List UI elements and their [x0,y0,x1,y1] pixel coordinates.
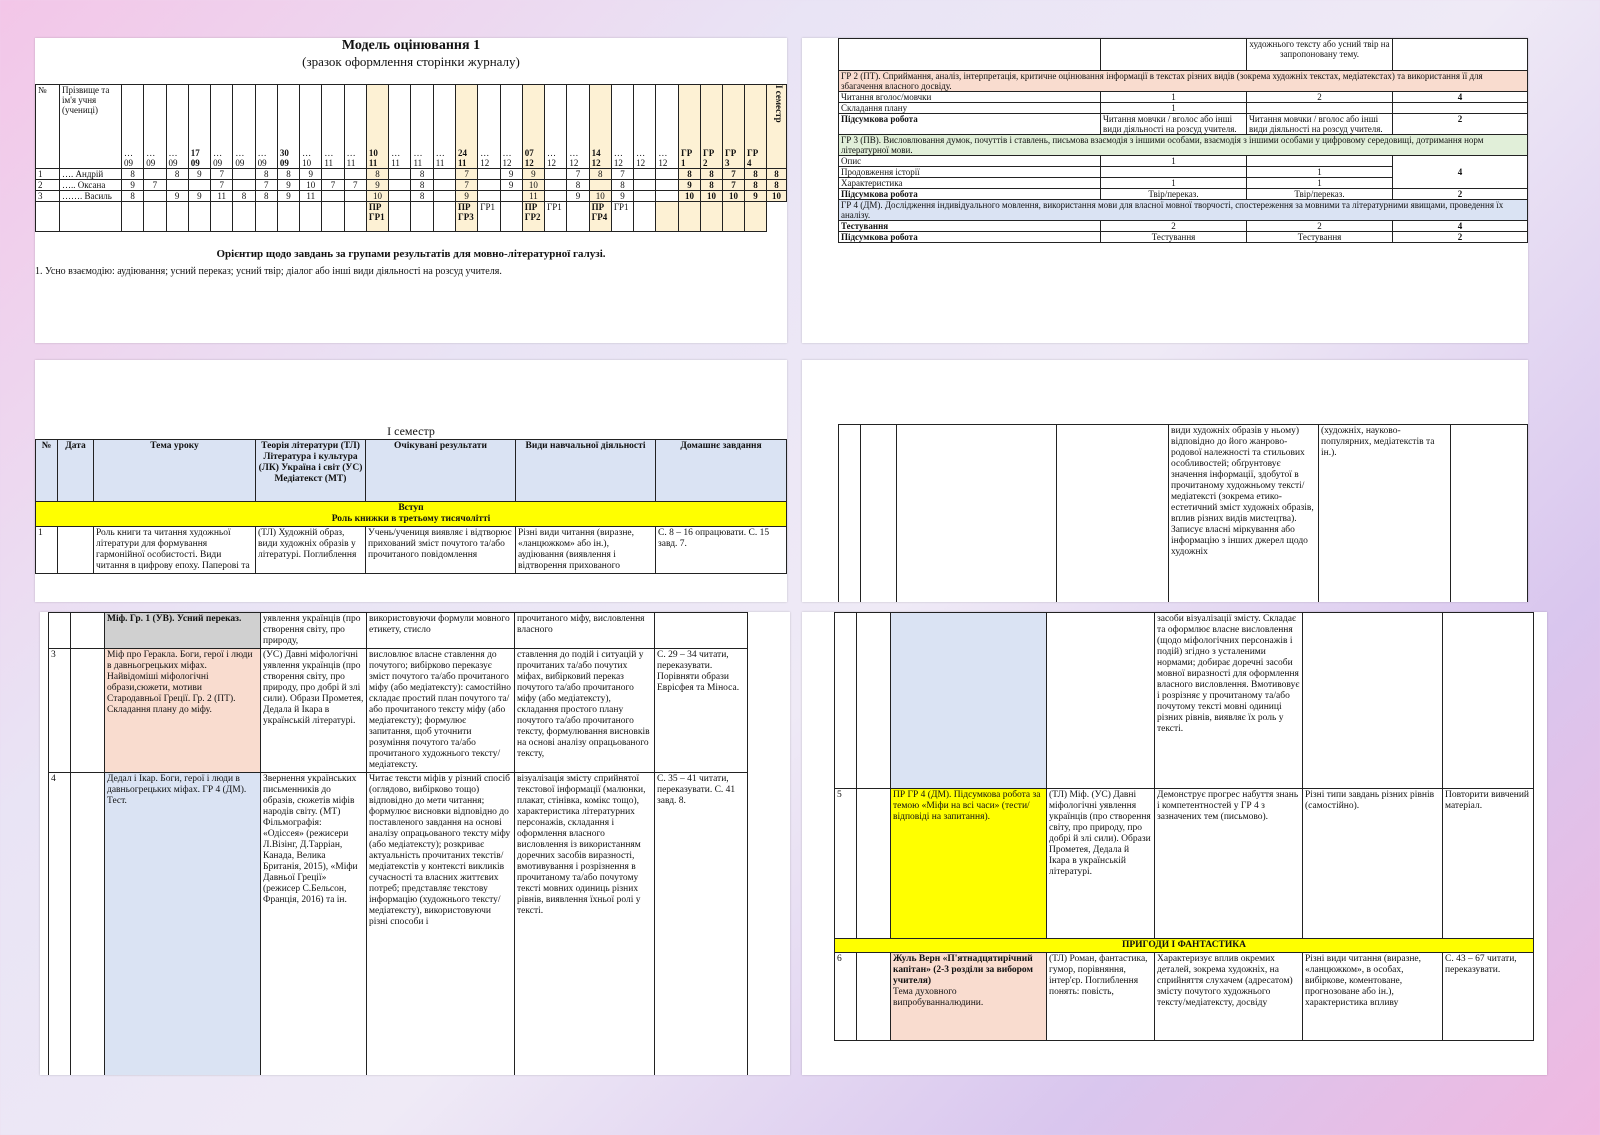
row-cell: 3 [49,649,71,773]
date-cell: …09 [255,85,277,169]
journal-cell [634,169,656,180]
row-cell [71,649,105,773]
row-cell: Міф про Геракла. Боги, герої і люди в давньогрецьких міфах. Найвідоміші міфологічні образи,сюжети, мотиви Стародавньої Греції. Гр. 2 (ПТ). Складання плану до міфу. [105,649,261,773]
row-cell: Твір/переказ. [1247,189,1393,200]
journal-cell: 7 [144,180,166,191]
date-cell: …12 [634,85,656,169]
journal-cell: 8 [411,169,433,180]
journal-cell: 9 [277,180,299,191]
panel-result-groups [802,38,1528,343]
row-cell: 2 [1393,232,1528,243]
journal-cell: 8 [233,191,255,202]
journal-cell: 8 [277,169,299,180]
journal-cell: 9 [679,180,701,191]
row-cell: Тема духовного випробуванналюдини. [893,987,984,1008]
journal-cell: 10 [589,191,611,202]
date-cell: …12 [656,85,679,169]
row-cell [49,613,71,649]
journal-cell: 9 [188,191,210,202]
row-cell: ПР ГР 4 (ДМ). Підсумкова робота за темою «Міфи на всі часи» (тести/відповіді на запитання). [891,789,1047,939]
row-cell: 1 [36,527,58,574]
journal-cell: 8 [567,180,589,191]
date-cell: 14 12 [589,85,611,169]
journal-cell [433,180,455,191]
head-cell: Очікувані результати [366,440,516,502]
row-cell: 2 [1101,221,1247,232]
panel-calendar-plan [35,360,787,602]
journal-cell [433,191,455,202]
band-adventure: ПРИГОДИ І ФАНТАСТИКА [835,939,1534,953]
journal-cell: 10 [679,191,701,202]
calendar-table [35,439,787,574]
row-cell: Читання мовчки / вголос або інші види діяльності на розсуд учителя. [1101,114,1247,135]
journal-cell: 11 [211,191,233,202]
row-cell: Учень/учениця виявляє і відтворює прихований зміст почутого та/або прочитаного повідомлення [366,527,516,574]
journal-cell: 9 [366,180,388,191]
journal-cell [389,169,411,180]
journal-cell: 9 [500,169,522,180]
date-cell: 07 12 [522,85,544,169]
date-cell: …11 [411,85,433,169]
row-cell [655,613,748,649]
date-cell: …09 [166,85,188,169]
date-cell: …11 [433,85,455,169]
row-cell: 1 [1247,178,1393,189]
row-cell: Звернення українських письменників до образів, сюжетів міфів народів світу. (МТ) Фільмографія: «Одіссея» (режисери Л.Візінг, Д.Тарріан, Канада, Велика Британія, 2015), «Міфи Давньої Греції» (режисер С.Бельсон, Франція, 2016) та ін. [261,773,367,1076]
row-cell: С. 8 – 16 опрацювати. С. 15 завд. 7. [656,527,787,574]
row-cell: Читає тексти міфів у різний спосіб (оглядово, вибірково тощо) відповідно до мети читання; формулює висновки відповідно до поставленого завдання на основі аналізу опрацьованого тексту міфу (або медіатексту); розкриває актуальність прочитаних текстів/ медіатекстів у контексті викликів сучасності та власних життєвих потреб; представляє текстову інформацію (художнього тексту/медіатексту), використовуючи різні способи і [367,773,515,1076]
row-cell: (ТЛ) Роман, фантастика, гумор, порівняння, інтер'єр. Поглиблення понять: повість, [1047,953,1155,1041]
journal-cell [188,180,210,191]
date-cell: …10 [300,85,322,169]
bottom-label: ГР1 [478,202,500,232]
row-cell: Повторити вивчений матеріал. [1443,789,1534,939]
row-label: Підсумкова робота [839,114,1101,135]
student-row [36,180,787,191]
band-intro: Вступ [398,503,424,513]
orientation-title: Орієнтир щодо завдань за групами результатів для мовно-літературної галузі. [216,248,606,260]
semester-head: І семестр [767,85,787,169]
band-sub: Роль книжки в третьому тисячолітті [331,514,491,524]
journal-cell [344,169,366,180]
date-cell: …12 [545,85,567,169]
panel-lessons-5-6 [802,612,1547,1075]
journal-cell [634,191,656,202]
gr4-band: ГР 4 (ДМ). Дослідження індивідуального мовлення, використання мови для власної мовної творчості, спостереження за мовними та літературними явищами, проведення їх аналізу. [839,200,1528,221]
row-cell: Жуль Верн «П'ятнадцятирічний капітан» (2-3 розділи за вибором учителя) [893,954,1033,986]
row-cell: Роль книги та читання художньої літератури для формування гармонійної особистості. Види читання в цифрову епоху. Паперові та [94,527,256,574]
journal-cell: 10 [767,191,787,202]
date-cell: 30 09 [277,85,299,169]
bottom-label: ПР ГР2 [522,202,544,232]
journal-cell: 8 [589,169,611,180]
lesson-6-topic [891,953,1047,1041]
row-cell: 5 [835,789,857,939]
journal-cell [233,169,255,180]
date-cell: …12 [500,85,522,169]
col-no: № [36,85,60,169]
top-cell: художнього тексту або усний твір на запропоновану тему. [1247,39,1393,71]
journal-cell: 7 [723,169,745,180]
date-cell: …11 [389,85,411,169]
journal-cell [545,180,567,191]
journal-cell: ….. Оксана [60,180,122,191]
journal-cell: 8 [255,169,277,180]
journal-cell: 11 [522,191,544,202]
journal-cell: 7 [211,169,233,180]
row-cell: прочитаного міфу, висловлення власного [515,613,655,649]
head-cell: Домашнє завдання [656,440,787,502]
row-label: Підсумкова робота [839,232,1101,243]
journal-cell: 7 [455,169,477,180]
journal-cell: 8 [122,191,144,202]
journal-cell: 9 [745,191,767,202]
journal-table [35,84,787,232]
journal-cell: 9 [122,180,144,191]
row-cell: використовуючи формули мовного етикету, стисло [367,613,515,649]
row-cell [857,789,891,939]
student-row [36,191,787,202]
journal-cell [656,169,679,180]
journal-cell: 2 [36,180,60,191]
date-cell: …09 [211,85,233,169]
date-cell: 24 11 [455,85,477,169]
gr3-band: ГР 3 (ПВ). Висловлювання думок, почуттів і ставлень, письмова взаємодія з іншими особами, взаємодія з іншими особами у цифровому середовищі, дотримання норм літературної мови. [839,135,1528,156]
journal-cell: 9 [300,169,322,180]
row-label: Підсумкова робота [839,189,1101,200]
journal-cell: 7 [211,180,233,191]
row-cell: Демонструє прогрес набуття знань і компетентностей у ГР 4 з зазначених тем (письмово). [1155,789,1303,939]
row-label: Складання плану [839,103,1101,114]
journal-cell: 7 [723,180,745,191]
journal-cell: 10 [366,191,388,202]
journal-cell: 8 [611,180,633,191]
row-cell: Різні види читання (виразне, «ланцюжком» або ін.), аудіювання (виявлення і відтворення прихованого [516,527,656,574]
journal-cell: 9 [611,191,633,202]
continuation-table [838,424,1528,602]
journal-cell: 10 [300,180,322,191]
journal-subtitle: (зразок оформлення сторінки журналу) [302,54,520,69]
journal-cell: 9 [166,191,188,202]
journal-cell: 8 [767,169,787,180]
date-cell: …11 [344,85,366,169]
journal-cell [322,169,344,180]
journal-cell [389,180,411,191]
bottom-label: ГР1 [611,202,633,232]
journal-cell: …. Андрій [60,169,122,180]
journal-cell: 7 [322,180,344,191]
date-cell: …09 [144,85,166,169]
journal-cell: 9 [188,169,210,180]
journal-cell: 8 [411,191,433,202]
journal-cell: 8 [701,169,723,180]
date-cell: 17 09 [188,85,210,169]
row-label: Продовження історії [839,167,1101,178]
panel-grade-journal [35,38,787,343]
journal-cell: 8 [255,191,277,202]
journal-cell: 8 [745,169,767,180]
journal-header-row [36,85,787,169]
row-cell: 2 [1247,92,1393,103]
journal-cell [344,191,366,202]
bottom-label: ПР ГР1 [366,202,388,232]
journal-cell: 9 [277,191,299,202]
journal-cell [545,191,567,202]
journal-cell: 3 [36,191,60,202]
journal-cell: 8 [122,169,144,180]
row-label: Опис [839,156,1101,167]
journal-cell: 9 [522,169,544,180]
row-cell: Тестування [1101,232,1247,243]
row-cell: візуалізація змісту сприйнятої текстової інформації (малюнки, плакат, стінівка, комікс тощо), характеристика літературних персонажів, складання і оформлення власного висловлення із використанням доречних засобів виразності, вмотивування і розрізнення в прочитаному та/або почутому тексті мовних одиниць різних рівнів, виявлення їхньої ролі у тексті. [515,773,655,1076]
bottom-label: ГР1 [545,202,567,232]
band-title [36,502,787,527]
gr-head: ГР 1 [679,85,701,169]
row-label: Тестування [839,221,1101,232]
journal-cell [656,191,679,202]
date-cell: …09 [233,85,255,169]
date-cell: …12 [611,85,633,169]
head-cell: Дата [58,440,94,502]
row-cell: (ТЛ) Міф. (УС) Давні міфологічні уявлення українців (про створення світу, про природу, про добрі й злі сили). Образи Прометея, Дедала й Ікара в українській літературі. [1047,789,1155,939]
journal-cell: 8 [166,169,188,180]
head-cell: Тема уроку [94,440,256,502]
bottom-label: ПР ГР4 [589,202,611,232]
head-cell: Види навчальної діяльності [516,440,656,502]
journal-cell [166,180,188,191]
row-cell: 2 [1393,189,1528,200]
journal-cell [433,169,455,180]
journal-cell: 7 [611,169,633,180]
result-groups-table [838,38,1528,243]
journal-cell: 7 [344,180,366,191]
head-cell: Теорія літератури (ТЛ) Література і культура (ЛК) Україна і світ (УС) Медіатекст (МТ) [256,440,366,502]
row-cell: висловлює власне ставлення до почутого; вибірково переказує зміст почутого та/або прочитаного міфу (або медіатексту): самостійно складає простий план почутого та/або прочитаного тексту міфу (або медіатексту); формулює запитання, щоб уточнити розуміння почутого та/або прочитаного художнього тексту/медіатексту. [367,649,515,773]
journal-cell [478,169,500,180]
row-cell: види художніх образів у ньому) відповідно до його жанрово-родової належності та стильових особливостей; обґрунтовує значення інформації, здобутої в прочитаному художньому тексті/медіатексті (зокрема етико-естетичний зміст художніх образів, вплив різних видів мистецтва). Записує власні міркування або інформацію з інших джерел щодо художніх [1169,425,1319,603]
row-cell: Читання мовчки / вголос або інші види діяльності на розсуд учителя. [1247,114,1393,135]
gr2-band: ГР 2 (ПТ). Сприймання, аналіз, інтерпретація, критичне оцінювання інформації в текстах різних видів (зокрема художніх текстах, медіатекстах) та використання її для збагачення власного досвіду. [839,71,1528,92]
row-cell: 4 [1393,92,1528,103]
journal-cell: 10 [723,191,745,202]
journal-cell [545,169,567,180]
journal-cell [478,180,500,191]
row-cell: Тестування [1247,232,1393,243]
journal-bottom-row [36,202,787,232]
row-cell: С. 29 – 34 читати, переказувати. Порівняти образи Еврісфея та Міноса. [655,649,748,773]
gr-head: ГР 2 [701,85,723,169]
journal-cell [656,180,679,191]
row-cell [71,773,105,1076]
row-cell: Різні види читання (виразне, «ланцюжком», в особах, вибіркове, коментоване, прогнозоване або ін.), характеристика впливу [1303,953,1443,1041]
row-label: Характеристика [839,178,1101,189]
journal-cell: 8 [679,169,701,180]
student-row [36,169,787,180]
journal-cell: 8 [366,169,388,180]
journal-cell: 10 [522,180,544,191]
student-rows [36,169,787,202]
row-cell: 2 [1393,114,1528,135]
date-cell: …09 [122,85,144,169]
col-name: Прізвище та ім'я учня (учениці) [60,85,122,169]
journal-cell [144,169,166,180]
bottom-label: ПР ГР3 [455,202,477,232]
journal-cell [144,191,166,202]
journal-cell: 8 [411,180,433,191]
journal-cell: 8 [701,180,723,191]
journal-cell: 8 [745,180,767,191]
journal-cell [589,180,611,191]
row-cell: Характеризує вплив окремих деталей, зокрема художніх, на сприйняття слухачем (адресатом) змісту почутого художнього тексту/медіатексту, досвіду [1155,953,1303,1041]
row-cell: 1 [1101,103,1247,114]
journal-title: Модель оцінювання 1 [341,38,481,53]
row-cell [71,613,105,649]
journal-cell: 7 [567,169,589,180]
gr-head: ГР 3 [723,85,745,169]
row-cell: 1 [1101,178,1247,189]
journal-cell: 11 [300,191,322,202]
panel-continuation [802,360,1528,602]
semester-title: І семестр [387,424,435,438]
journal-cell: 7 [455,180,477,191]
row-cell: С. 43 – 67 читати, переказувати. [1443,953,1534,1041]
journal-cell [233,180,255,191]
journal-cell [500,191,522,202]
journal-cell [389,191,411,202]
row-cell: 6 [835,953,857,1041]
row-cell: (УС) Давні міфологічні уявлення українців (про створення світу, про природу, про добрі й злі сили). Образи Прометея, Дедала й Ікара в українській літературі. [261,649,367,773]
lessons-table-b [834,612,1534,1041]
row-label: Читання вголос/мовчки [839,92,1101,103]
date-cell: …12 [567,85,589,169]
journal-cell: 7 [255,180,277,191]
journal-cell: ……. Василь [60,191,122,202]
journal-cell: 9 [500,180,522,191]
date-cell: …11 [322,85,344,169]
panel-lessons-3-4 [40,612,790,1075]
row-cell: 2 [1247,221,1393,232]
row-cell: ставлення до подій і ситуацій у прочитаних та/або почутих міфах, вибірковий переказ почутого та/або прочитаного міфу (або медіатексту), складання простого плану почутого та/або прочитаного тексту, формулювання висновків на основі аналізу опрацьованого тексту, [515,649,655,773]
journal-cell [322,191,344,202]
journal-cell: 10 [701,191,723,202]
row-cell: Міф. Гр. 1 (УВ). Усний переказ. [105,613,261,649]
gr-head: ГР 4 [745,85,767,169]
row-cell: засоби візуалізації змісту. Складає та оформлює власне висловлення (щодо міфологічних персонажів і подій) згідно з усталеними нормами; добирає доречні засоби мовної виразності для оформлення власного висловлення. Вмотивовує і розрізняє у прочитаному та/або почутому тексті мовні одиниці різних рівнів, виявляє їх роль у тексті. [1155,613,1303,789]
row-cell: (художніх, науково-популярних, медіатекстів та ін.). [1319,425,1451,603]
lessons-table-a [48,612,748,1075]
row-cell: 4 [49,773,71,1076]
journal-cell: 9 [455,191,477,202]
row-cell: 1 [1101,92,1247,103]
row-cell [58,527,94,574]
row-cell: (ТЛ) Художній образ, види художніх образів у літературі. Поглиблення [256,527,366,574]
row-cell [857,953,891,1041]
row-cell: 1 [1247,167,1393,178]
row-cell: 4 [1393,221,1528,232]
journal-cell [634,180,656,191]
row-cell: Твір/переказ. [1101,189,1247,200]
date-cell: …12 [478,85,500,169]
row-cell: 1 [1101,156,1247,167]
row-cell: уявлення українців (про створення світу, про природу, [261,613,367,649]
row-cell: Різні типи завдань різних рівнів (самостійно). [1303,789,1443,939]
journal-cell [478,191,500,202]
row-cell: 4 [1393,156,1528,189]
journal-cell: 9 [567,191,589,202]
journal-cell: 1 [36,169,60,180]
date-cell: 10 11 [366,85,388,169]
head-cell: № [36,440,58,502]
row-cell: С. 35 – 41 читати, переказувати. С. 41 завд. 8. [655,773,748,1076]
orientation-line: 1. Усно взаємодію: аудіювання; усний переказ; усний твір; діалог або інші види діяльності на розсуд учителя. [35,266,502,277]
row-cell: Дедал і Ікар. Боги, герої і люди в давньогрецьких міфах. ГР 4 (ДМ). Тест. [105,773,261,1076]
journal-cell: 8 [767,180,787,191]
